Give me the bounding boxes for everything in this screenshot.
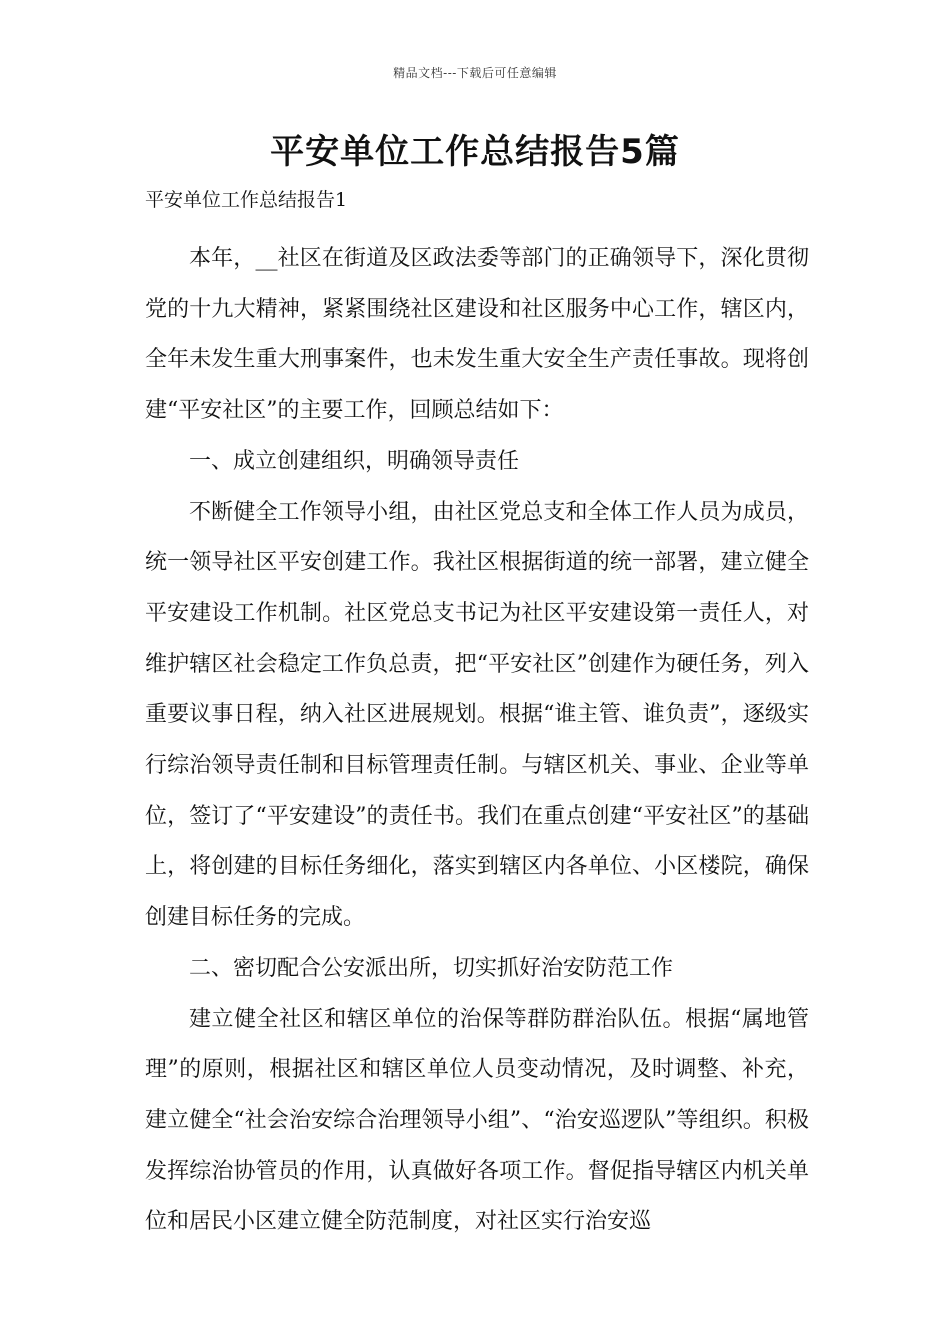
paragraph-section-2: 建立健全社区和辖区单位的治保等群防群治队伍。根据“属地管理”的原则，根据社区和辖区单位人员变动情况，及时调整、补充，建立健全“社会治安综合治理领导小组”、“治安巡逻队”等组织。积极发挥综治协管员的作用，认真做好各项工作。督促指导辖区内机关单位和居民小区建立健全防范制度，对社区实行治安巡 <box>145 1006 809 1235</box>
document-title: 平安单位工作总结报告5篇 <box>270 132 680 172</box>
document-body <box>145 184 809 1248</box>
section-subtitle: 平安单位工作总结报告1 <box>145 189 348 211</box>
paragraph-intro: 本年，__社区在街道及区政法委等部门的正确领导下，深化贯彻党的十九大精神，紧紧围绕社区建设和社区服务中心工作，辖区内，全年未发生重大刑事案件，也未发生重大安全生产责任事故。现将创建“平安社区”的主要工作，回顾总结如下： <box>145 246 809 424</box>
section-heading-2: 二、密切配合公安派出所，切实抓好治安防范工作 <box>189 955 674 981</box>
paragraph-section-1: 不断健全工作领导小组，由社区党总支和全体工作人员为成员，统一领导社区平安创建工作。我社区根据街道的统一部署，建立健全平安建设工作机制。社区党总支书记为社区平安建设第一责任人，对维护辖区社会稳定工作负总责，把“平安社区”创建作为硬任务，列入重要议事日程，纳入社区进展规划。根据“谁主管、谁负责”，逐级实行综治领导责任制和目标管理责任制。与辖区机关、事业、企业等单位，签订了“平安建设”的责任书。我们在重点创建“平安社区”的基础上，将创建的目标任务细化，落实到辖区内各单位、小区楼院，确保创建目标任务的完成。 <box>145 499 809 931</box>
header-note: 精品文档---下载后可任意编辑 <box>393 66 557 80</box>
section-heading-1: 一、成立创建组织，明确领导责任 <box>189 448 520 474</box>
